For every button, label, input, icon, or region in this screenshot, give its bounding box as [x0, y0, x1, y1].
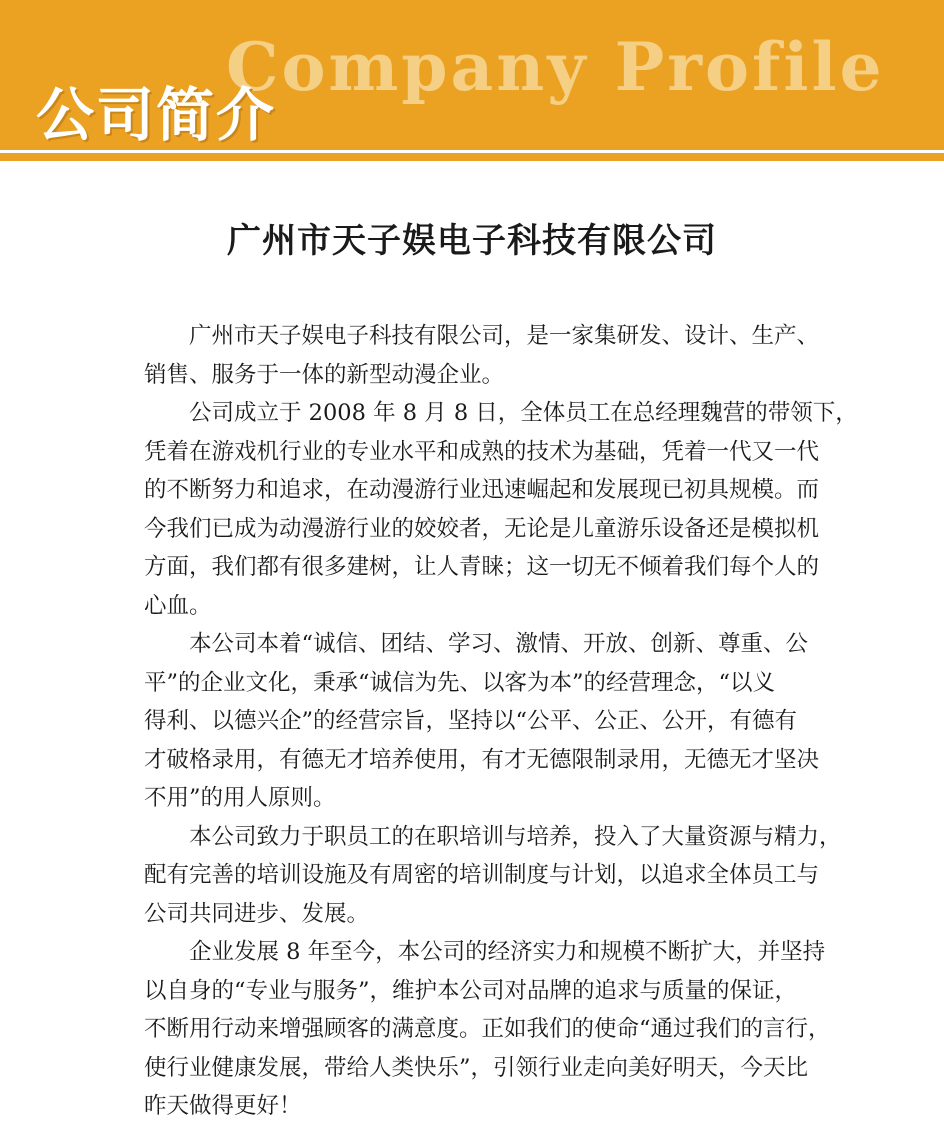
header-banner	[0, 0, 944, 150]
paragraph-line: 配有完善的培训设施及有周密的培训制度与计划，以追求全体员工与	[144, 862, 820, 888]
paragraph-line: 方面，我们都有很多建树，让人青睐；这一切无不倾着我们每个人的	[144, 554, 820, 580]
paragraph-line: 凭着在游戏机行业的专业水平和成熟的技术为基础，凭着一代又一代	[144, 438, 820, 465]
profile-paragraph	[144, 394, 858, 625]
paragraph-line: 今我们已成为动漫游行业的姣姣者，无论是儿童游乐设备还是模拟机	[144, 515, 820, 542]
banner-chinese-title: 公司简介	[36, 81, 277, 149]
paragraph-line: 本公司本着“诚信、团结、学习、激情、开放、创新、尊重、公	[189, 631, 809, 657]
paragraph-line: 公司成立于 2008 年 8 月 8 日，全体员工在总经理魏营的带领下，	[189, 400, 858, 426]
paragraph-line: 心血。	[144, 592, 212, 619]
paragraph-line: 销售、服务于一体的新型动漫企业。	[144, 361, 505, 388]
paragraph-line: 的不断努力和追求，在动漫游行业迅速崛起和发展现已初具规模。而	[144, 477, 820, 503]
paragraph-line: 不用”的用人原则。	[144, 785, 336, 811]
profile-paragraph	[144, 933, 831, 1126]
paragraph-line: 公司共同进步、发展。	[144, 900, 370, 927]
paragraph-line: 不断用行动来增强顾客的满意度。正如我们的使命“通过我们的言行，	[144, 1016, 831, 1042]
profile-paragraph	[144, 317, 820, 394]
profile-paragraph	[144, 818, 842, 934]
paragraph-line: 昨天做得更好！	[144, 1093, 302, 1119]
banner-english-title: Company Profile	[226, 28, 885, 106]
paragraph-line: 企业发展 8 年至今，本公司的经济实力和规模不断扩大，并坚持	[189, 939, 826, 965]
paragraph-line: 才破格录用，有德无才培养使用，有才无德限制录用，无德无才坚决	[144, 746, 820, 773]
paragraph-line: 得利、以德兴企”的经营宗旨，坚持以“公平、公正、公开，有德有	[144, 708, 798, 734]
paragraph-line: 广州市天子娱电子科技有限公司，是一家集研发、设计、生产、	[189, 323, 820, 349]
company-name-title: 广州市天子娱电子科技有限公司	[227, 221, 717, 261]
banner-divider-gold	[0, 153, 944, 161]
paragraph-line: 本公司致力于职员工的在职培训与培养，投入了大量资源与精力，	[189, 823, 842, 850]
paragraph-line: 以自身的“专业与服务”，维护本公司对品牌的追求与质量的保证，	[144, 977, 798, 1004]
profile-body	[144, 317, 858, 1126]
paragraph-line: 平”的企业文化，秉承“诚信为先、以客为本”的经营理念，“以义	[144, 669, 776, 696]
paragraph-line: 使行业健康发展，带给人类快乐”，引领行业走向美好明天，今天比	[144, 1054, 809, 1081]
profile-paragraph	[144, 625, 820, 818]
